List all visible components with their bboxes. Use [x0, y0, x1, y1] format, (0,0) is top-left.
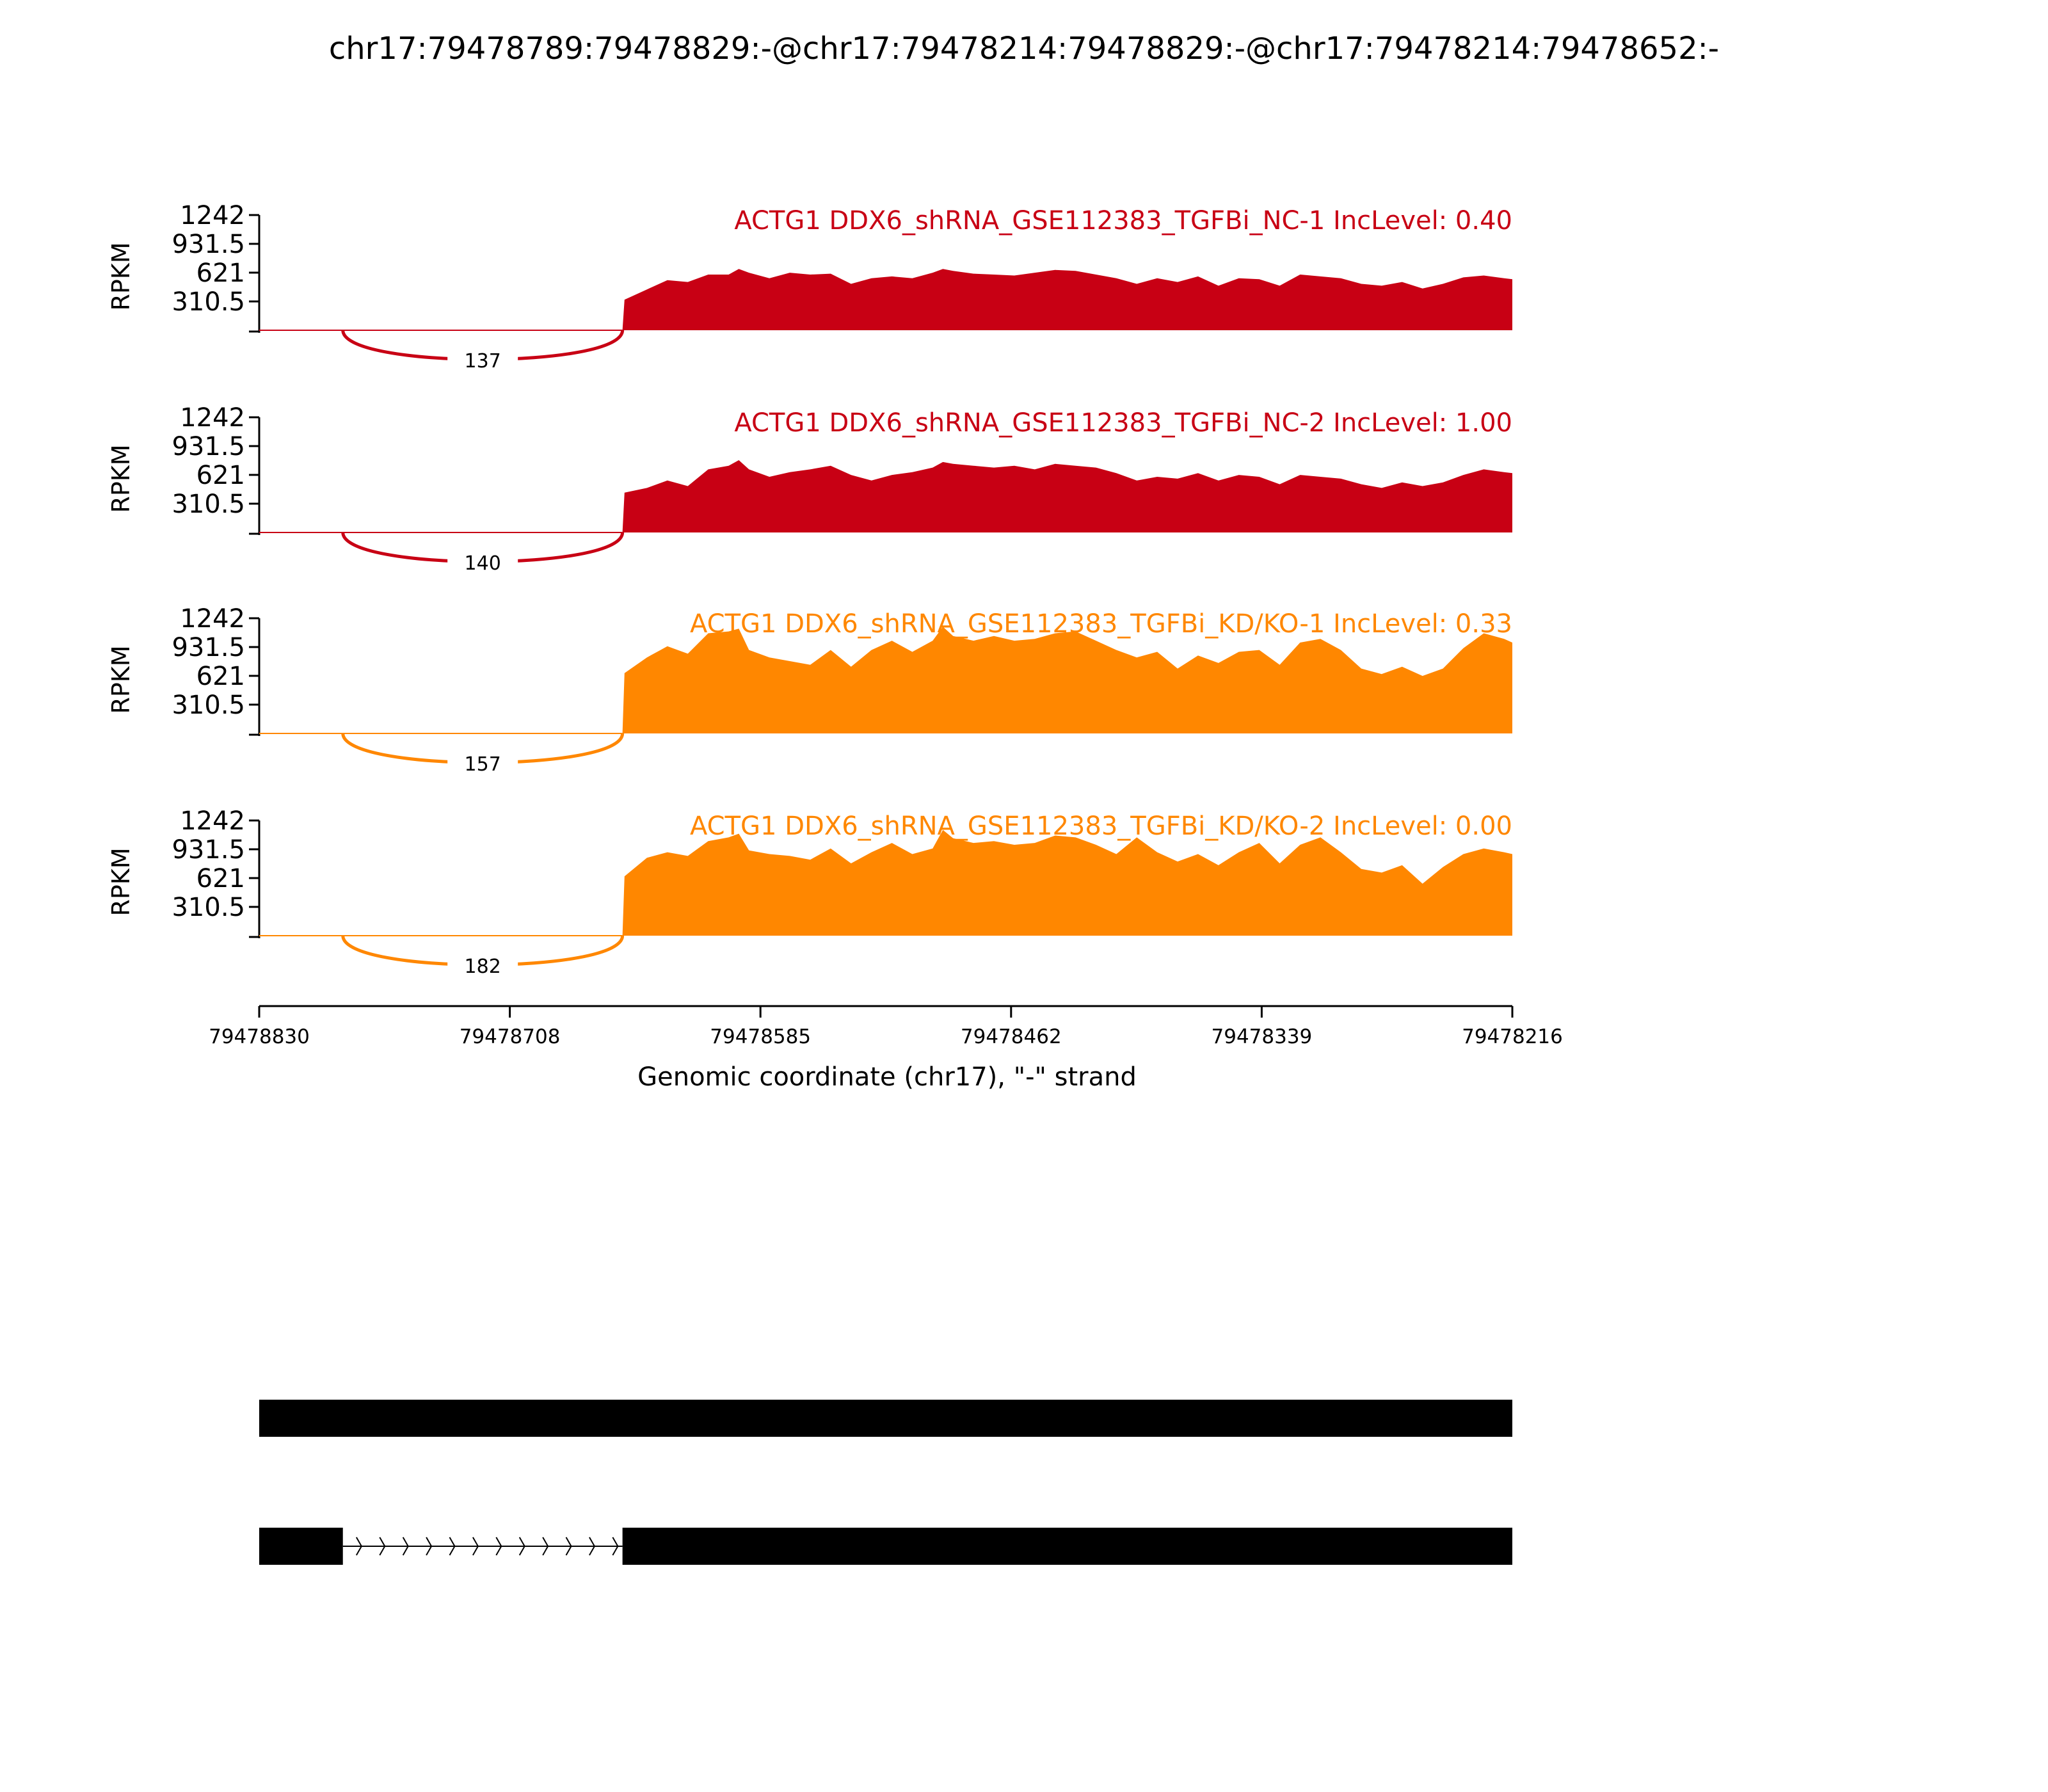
- exon-block: [259, 1528, 343, 1565]
- y-tick-label: 1242: [180, 806, 245, 836]
- isoform-1: [259, 1400, 1512, 1437]
- isoform-models: [259, 1400, 1512, 1565]
- y-tick-label: 931.5: [172, 835, 245, 865]
- coverage-tracks: [107, 201, 1512, 978]
- y-tick-label: 621: [196, 662, 245, 691]
- coverage-area: [623, 830, 1512, 936]
- exon-block: [259, 1400, 1512, 1437]
- coverage-area: [623, 460, 1512, 532]
- y-tick-label: 1242: [180, 403, 245, 433]
- x-tick-label: 79478830: [209, 1025, 310, 1048]
- y-tick-label: 310.5: [172, 893, 245, 922]
- junction-count: 140: [464, 552, 501, 575]
- x-tick-label: 79478462: [960, 1025, 1062, 1048]
- y-tick-label: 621: [196, 461, 245, 490]
- coverage-area: [623, 269, 1512, 330]
- y-tick-label: 310.5: [172, 490, 245, 519]
- x-axis-label: Genomic coordinate (chr17), "-" strand: [637, 1062, 1137, 1092]
- track-1: [107, 201, 1512, 372]
- y-tick-label: 1242: [180, 201, 245, 230]
- y-tick-label: 621: [196, 864, 245, 893]
- track-4: [107, 806, 1512, 978]
- junction-count: 182: [464, 956, 501, 978]
- x-axis: [209, 1006, 1563, 1092]
- x-tick-label: 79478708: [459, 1025, 561, 1048]
- track-title: ACTG1 DDX6_shRNA_GSE112383_TGFBi_KD/KO-1 IncLevel: 0.33: [690, 609, 1512, 639]
- track-title: ACTG1 DDX6_shRNA_GSE112383_TGFBi_NC-2 IncLevel: 1.00: [734, 408, 1512, 438]
- y-tick-label: 310.5: [172, 287, 245, 317]
- y-axis-label: RPKM: [107, 242, 135, 311]
- track-title: ACTG1 DDX6_shRNA_GSE112383_TGFBi_NC-1 IncLevel: 0.40: [734, 206, 1512, 236]
- y-axis-label: RPKM: [107, 645, 135, 714]
- y-tick-label: 931.5: [172, 432, 245, 461]
- y-axis-label: RPKM: [107, 444, 135, 513]
- coverage-area: [623, 627, 1512, 733]
- track-2: [107, 403, 1512, 575]
- y-axis-label: RPKM: [107, 847, 135, 916]
- y-tick-label: 621: [196, 259, 245, 288]
- junction-count: 157: [464, 753, 501, 776]
- exon-block: [623, 1528, 1512, 1565]
- y-tick-label: 310.5: [172, 691, 245, 720]
- x-tick-label: 79478339: [1211, 1025, 1313, 1048]
- y-tick-label: 1242: [180, 604, 245, 634]
- isoform-2: [259, 1528, 1512, 1565]
- y-tick-label: 931.5: [172, 230, 245, 259]
- track-3: [107, 604, 1512, 776]
- figure-title: chr17:79478789:79478829:-@chr17:79478214:79478829:-@chr17:79478214:79478652:-: [328, 31, 1720, 67]
- junction-count: 137: [464, 350, 501, 372]
- y-tick-label: 931.5: [172, 633, 245, 662]
- x-tick-label: 79478585: [710, 1025, 812, 1048]
- x-tick-label: 79478216: [1462, 1025, 1563, 1048]
- track-title: ACTG1 DDX6_shRNA_GSE112383_TGFBi_KD/KO-2 IncLevel: 0.00: [690, 812, 1512, 841]
